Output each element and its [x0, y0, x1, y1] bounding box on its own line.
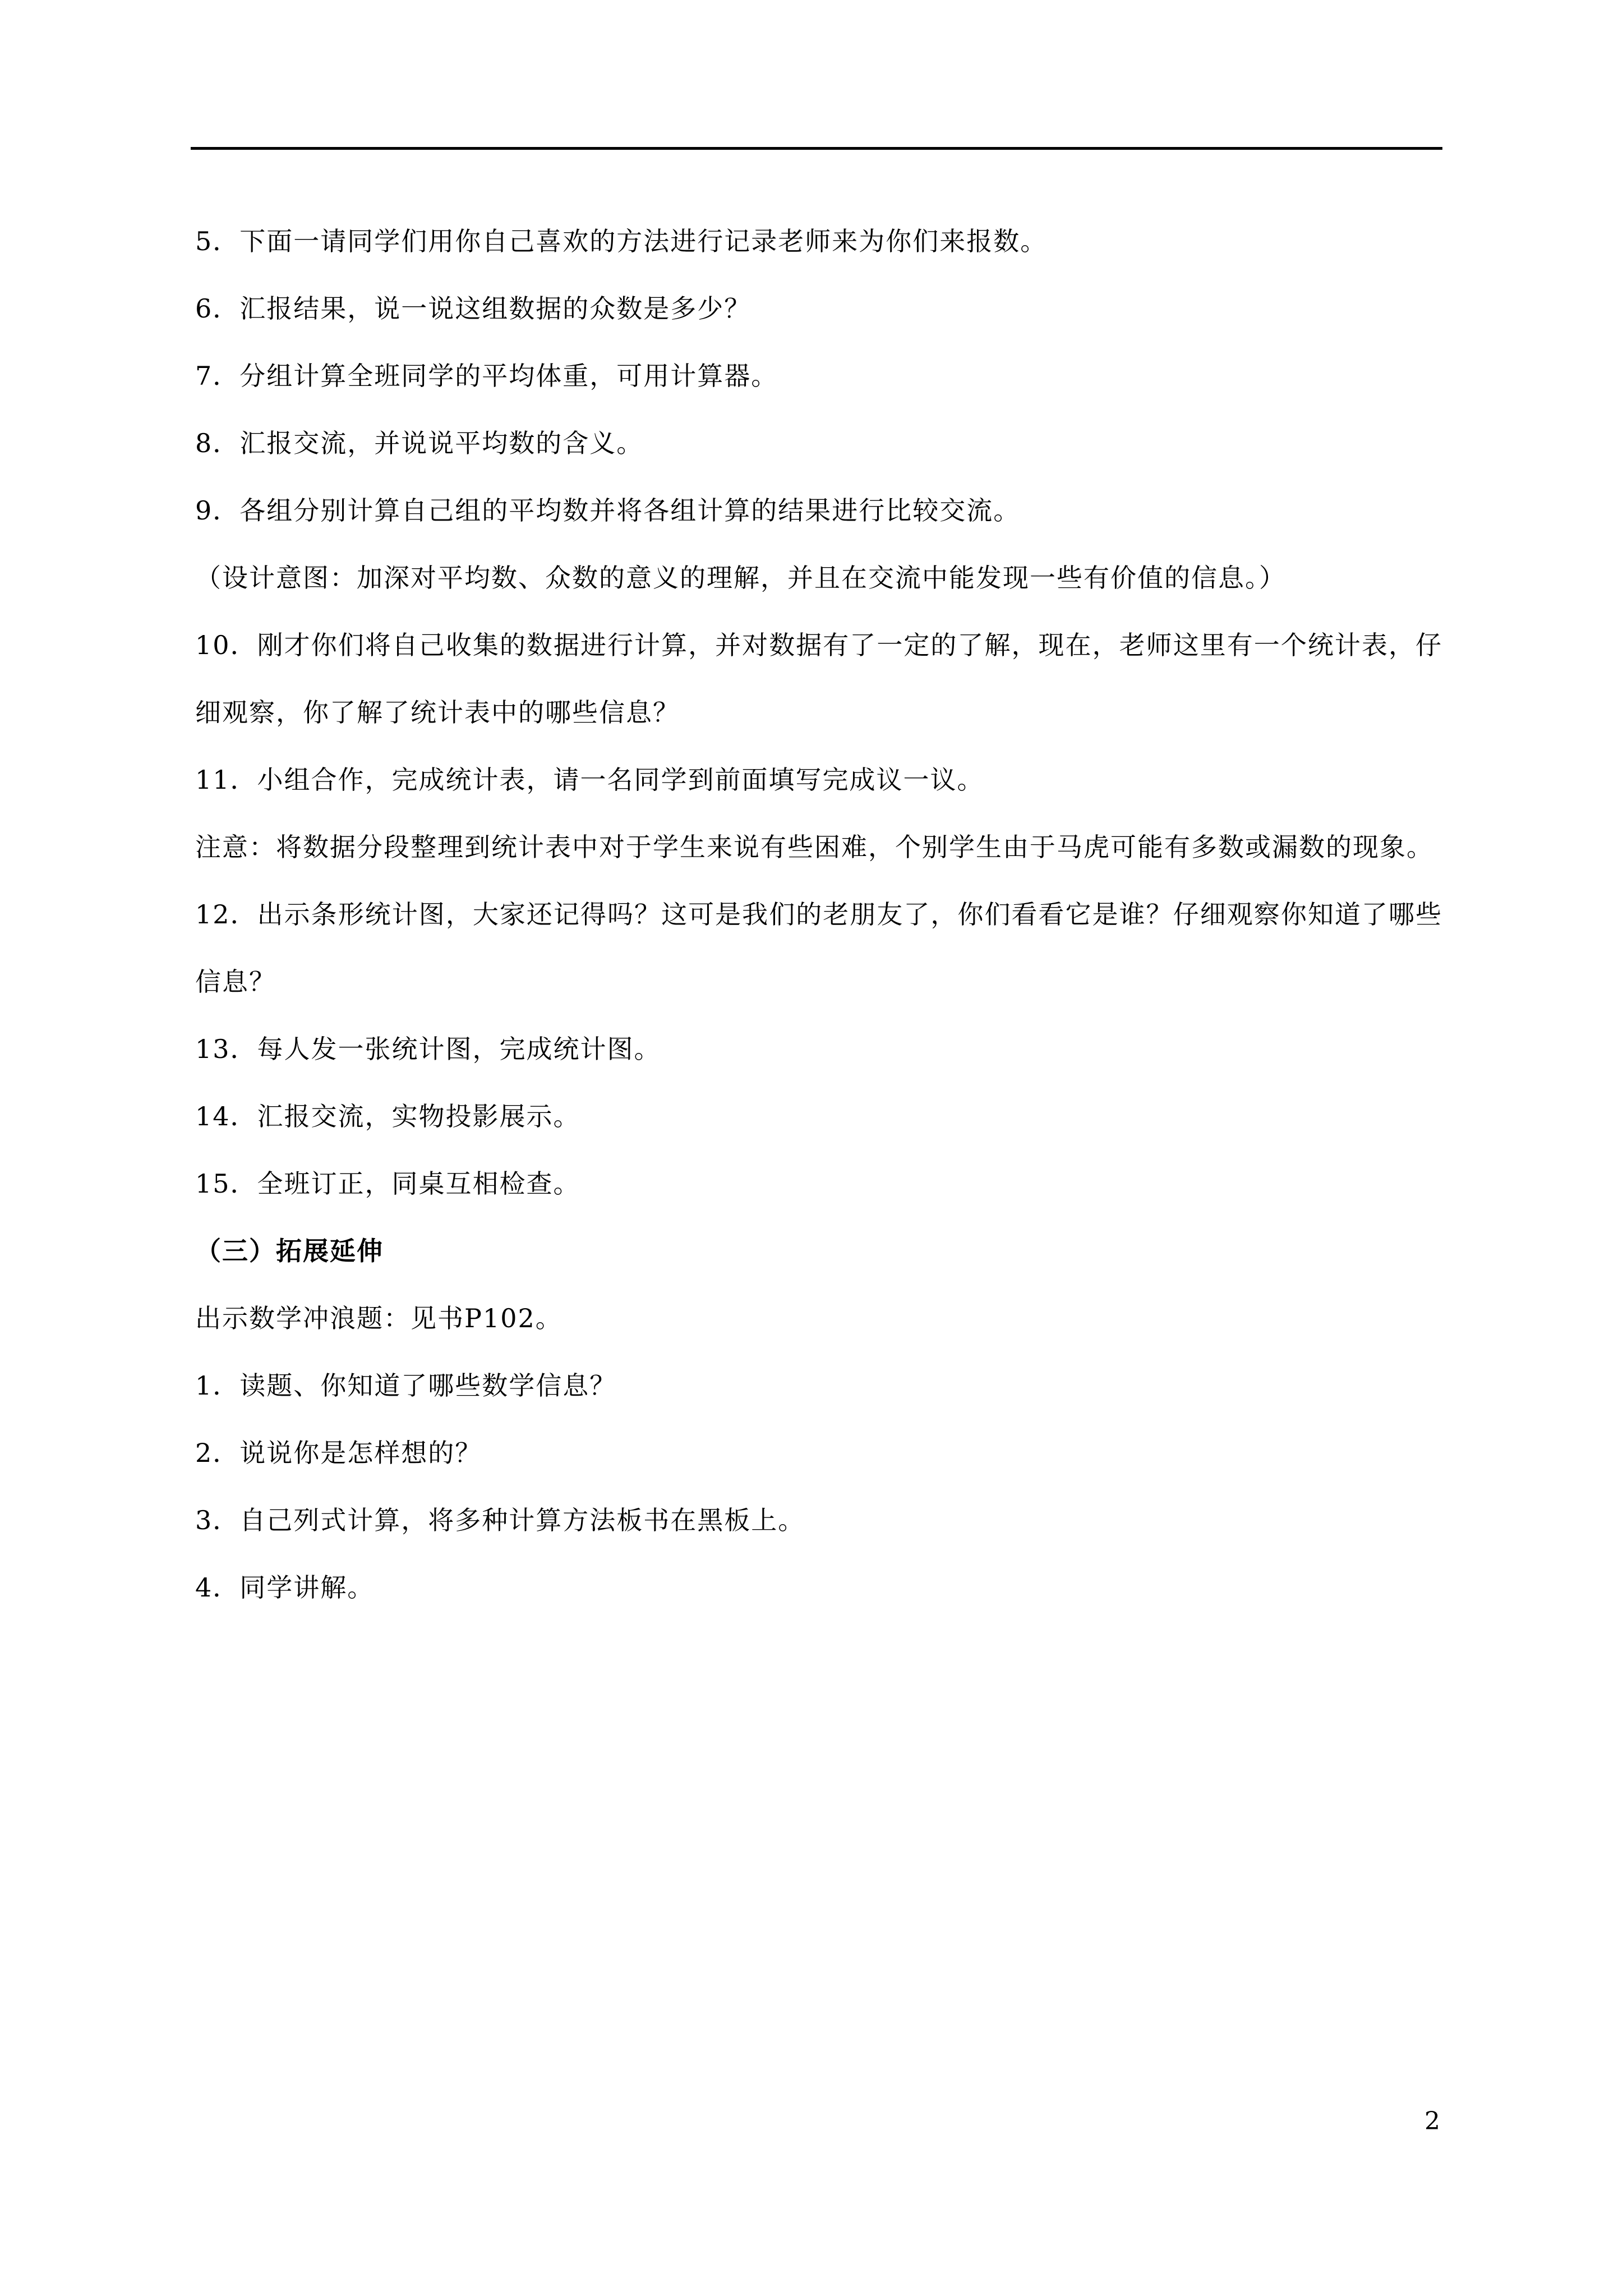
paragraph-surf-problem: 出示数学冲浪题：见书P102。 — [195, 1303, 562, 1333]
paragraph-design-note: （设计意图：加深对平均数、众数的意义的理解，并且在交流中能发现一些有价值的信息。） — [195, 563, 1286, 593]
document-body — [195, 208, 1442, 1621]
paragraph-item-5: 5．下面一请同学们用你自己喜欢的方法进行记录老师来为你们来报数。 — [195, 226, 1048, 256]
paragraph-item-12: 12．出示条形统计图，大家还记得吗？这可是我们的老朋友了，你们看看它是谁？仔细观察你知道了哪些信息？ — [195, 899, 1442, 997]
page-number: 2 — [1424, 2107, 1440, 2136]
paragraph-step-4: 4．同学讲解。 — [195, 1572, 375, 1603]
paragraph-item-9: 9．各组分别计算自己组的平均数并将各组计算的结果进行比较交流。 — [195, 495, 1021, 526]
paragraph-item-15: 15．全班订正，同桌互相检查。 — [195, 1168, 580, 1199]
paragraph-step-1: 1．读题、你知道了哪些数学信息？ — [195, 1370, 617, 1401]
paragraph-step-3: 3．自己列式计算，将多种计算方法板书在黑板上。 — [195, 1505, 805, 1535]
paragraph-item-10: 10．刚才你们将自己收集的数据进行计算，并对数据有了一定的了解，现在，老师这里有一个统计表，仔细观察，你了解了统计表中的哪些信息？ — [195, 630, 1442, 728]
paragraph-item-7: 7．分组计算全班同学的平均体重，可用计算器。 — [195, 361, 778, 391]
header-rule — [191, 147, 1442, 150]
paragraph-step-2: 2．说说你是怎样想的？ — [195, 1438, 482, 1468]
paragraph-item-14: 14．汇报交流，实物投影展示。 — [195, 1101, 580, 1131]
paragraph-item-8: 8．汇报交流，并说说平均数的含义。 — [195, 428, 644, 458]
paragraph-item-11: 11．小组合作，完成统计表，请一名同学到前面填写完成议一议。 — [195, 765, 984, 795]
section-heading-extension: （三）拓展延伸 — [195, 1236, 384, 1266]
paragraph-attention-note: 注意：将数据分段整理到统计表中对于学生来说有些困难，个别学生由于马虎可能有多数或漏数的现象。 — [195, 832, 1433, 862]
paragraph-item-6: 6．汇报结果，说一说这组数据的众数是多少？ — [195, 293, 751, 324]
paragraph-item-13: 13．每人发一张统计图，完成统计图。 — [195, 1034, 661, 1064]
